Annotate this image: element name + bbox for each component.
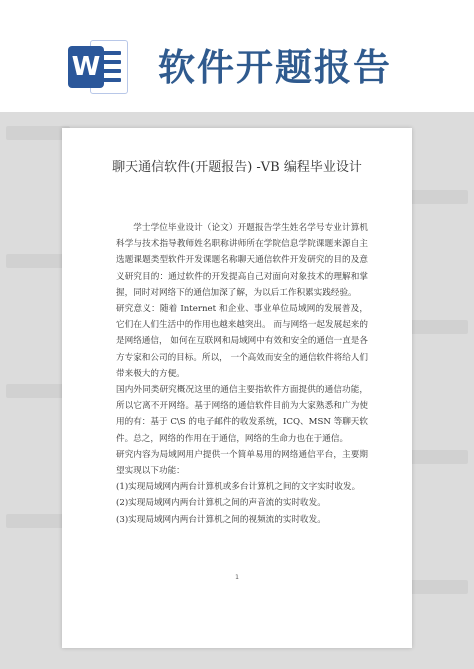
document-body	[116, 220, 368, 528]
document-page	[62, 128, 412, 648]
word-logo-badge: W	[68, 46, 104, 88]
page-number: 1	[235, 574, 239, 581]
paragraph-related-work: 国内外同类研究概况这里的通信主要指软件方面提供的通信功能，所以它离不开网络。基于网络的通信软件目前为大家熟悉和广为使用的有：基于 C\S 的电子邮件的收发系统，ICQ、MSN 等聊天软件。总之，网络的作用在于通信，网络的生命力也在于通信。	[116, 385, 368, 444]
paragraph-research-content: 研究内容为局域网用户提供一个简单易用的网络通信平台，主要期望实现以下功能：	[116, 449, 368, 477]
banner-title: 软件开题报告	[158, 46, 392, 89]
paragraph-intro: 学士学位毕业设计（论文）开题报告学生姓名学号专业计算机科学与技术指导教师姓名职称讲师所在学院信息学院课题来源自主选题课题类型软件开发课题名称聊天通信软件开发研究的目的及意义研究目的：通过软件的开发提高自己对面向对象技术的理解和掌握，同时对网络下的通信加深了解，为以后工作积累实践经验。	[116, 223, 368, 298]
list-item: (1)实现局域网内两台计算机或多台计算机之间的文字实时收发。	[116, 482, 361, 493]
paragraph-significance: 研究意义：随着 Internet 和企业、事业单位局域网的发展普及，它们在人们生活中的作用也越来越突出。 而与网络一起发展起来的是网络通信， 如何在互联网和局域网中有效和安全的通信一直是各方专家和公司的目标。所以， 一个高效而安全的通信软件将给人们带来极大的方便。	[116, 304, 368, 379]
document-title: 聊天通信软件(开题报告) -VB 编程毕业设计	[112, 160, 362, 175]
list-item: (2)实现局域网内两台计算机之间的声音流的实时收发。	[116, 498, 326, 509]
banner	[0, 0, 474, 112]
list-item: (3)实现局域网内两台计算机之间的视频流的实时收发。	[116, 514, 326, 525]
word-document-icon	[68, 38, 130, 96]
